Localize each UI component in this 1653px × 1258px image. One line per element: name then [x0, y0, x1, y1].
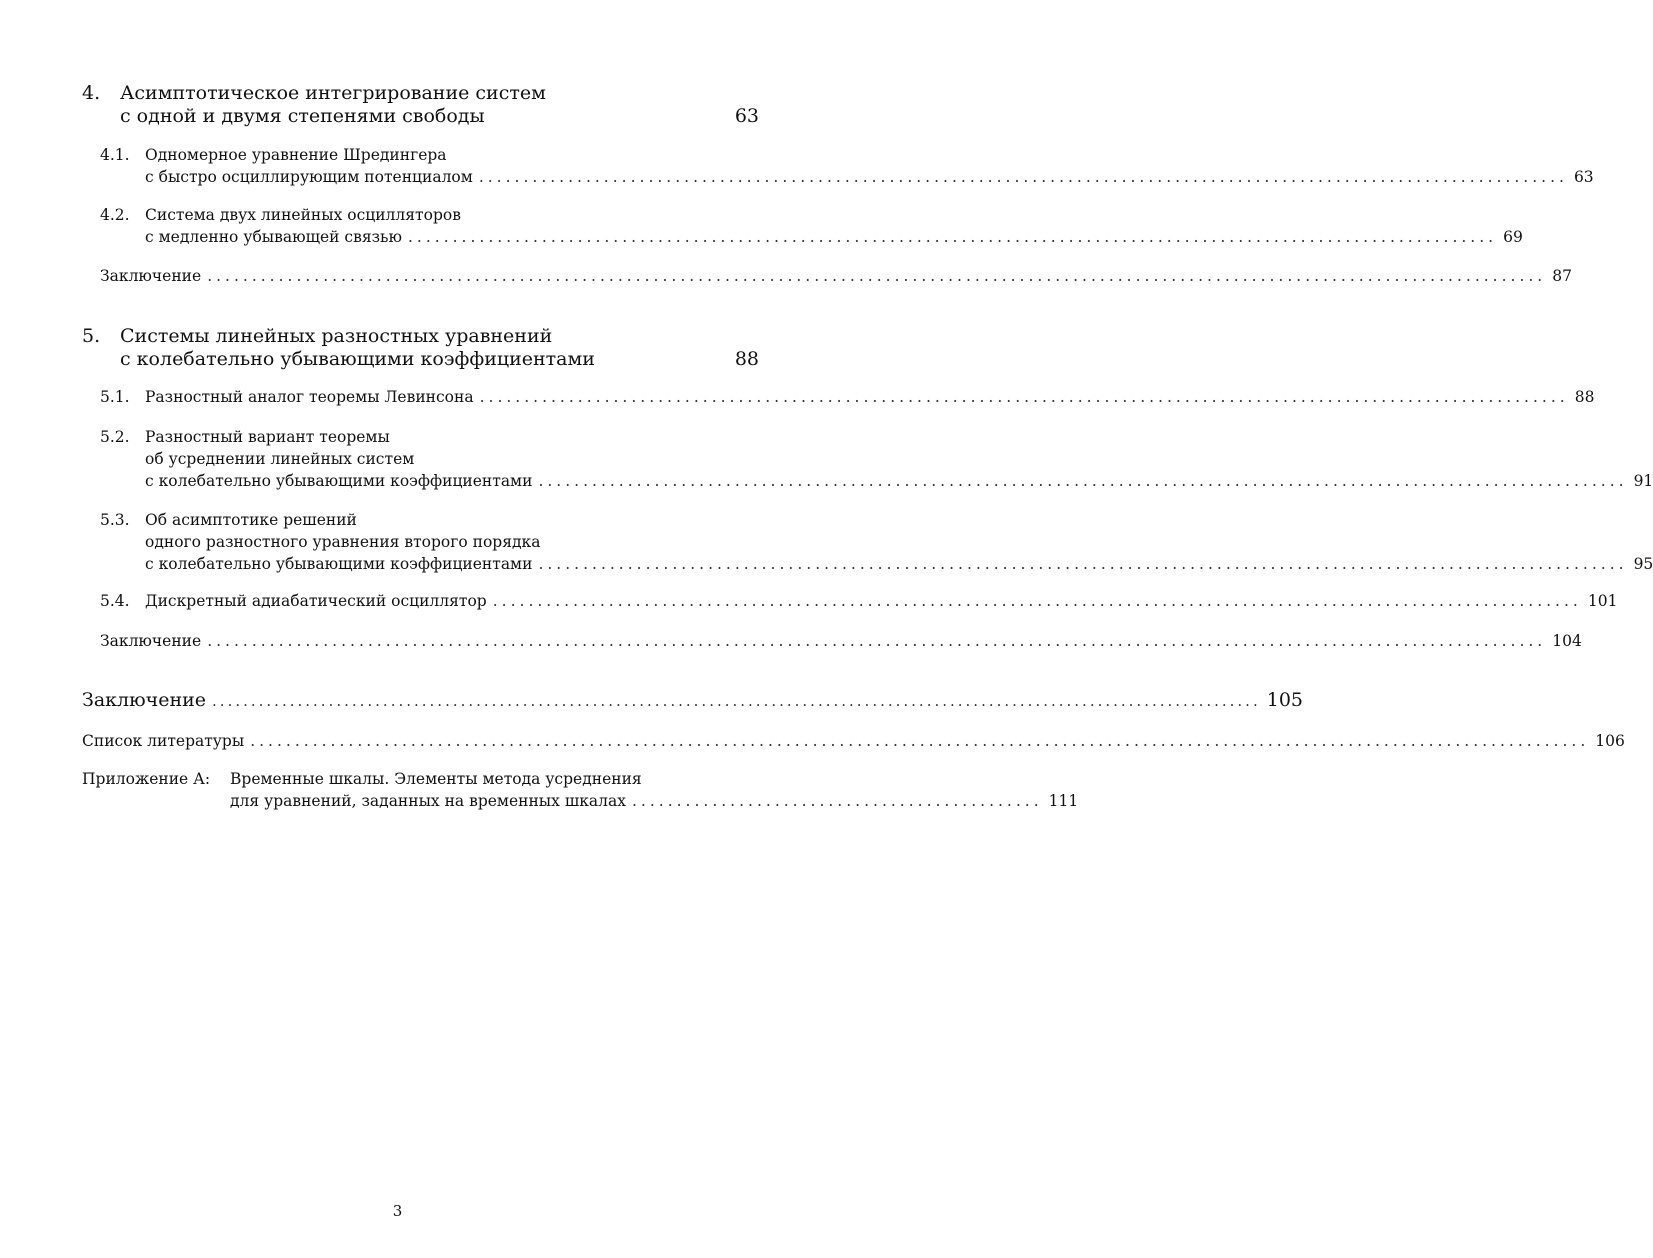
section-number: 5.1. — [100, 388, 130, 406]
dot-leader: ...................................................................................................................................................... — [207, 632, 1547, 650]
page-number: 3 — [392, 1202, 403, 1220]
section-number: 5.2. — [100, 428, 130, 446]
dot-leader: .......................................................................................................................... — [538, 472, 1628, 490]
chapter-page: 63 — [734, 105, 759, 127]
section-number: 4.1. — [100, 146, 130, 164]
section-title-line1: Разностный вариант теоремы — [145, 428, 390, 446]
dot-leader: .......................................................................................................................... — [407, 228, 1498, 246]
conclusion-label: Заключение — [100, 632, 202, 650]
appendix-label: Приложение А: — [82, 770, 211, 788]
section-number: 4.2. — [100, 206, 130, 224]
references-label: Список литературы — [82, 732, 245, 750]
appendix-title-line2: для уравнений, заданных на временных шкалах — [230, 792, 626, 810]
section-title-line3: с колебательно убывающими коэффициентами — [145, 555, 533, 573]
dot-leader: .......................................................................................................................... — [479, 388, 1569, 406]
chapter-number: 5. — [82, 325, 101, 347]
appendix-title-line1: Временные шкалы. Элементы метода усреднения — [230, 770, 642, 788]
section-title-line1: Одномерное уравнение Шредингера — [145, 146, 447, 164]
chapter-number: 4. — [82, 82, 101, 104]
dot-leader: .......................................................................................................................... — [538, 555, 1628, 573]
dot-leader: ...................................................................................................................................................... — [250, 732, 1590, 750]
references-page: 106 — [1595, 732, 1625, 750]
dot-leader: ....................................................................................................................................... — [212, 692, 1261, 710]
conclusion-page: 87 — [1552, 267, 1572, 285]
chapter-title-line1: Асимптотическое интегрирование систем — [120, 82, 546, 104]
appendix-page: 111 — [1048, 792, 1079, 810]
conclusion-label: Заключение — [100, 267, 202, 285]
section-title-line1: Разностный аналог теоремы Левинсона — [145, 388, 474, 406]
dot-leader: .......................................................................................................................... — [492, 592, 1582, 610]
section-page: 88 — [1574, 388, 1595, 406]
chapter-title-line2: с одной и двумя степенями свободы — [120, 105, 485, 127]
section-page: 63 — [1573, 168, 1594, 186]
section-title-line1: Система двух линейных осцилляторов — [145, 206, 461, 224]
section-title-line2: одного разностного уравнения второго порядка — [145, 533, 541, 551]
dot-leader: ...................................................................................................................................................... — [207, 267, 1547, 285]
section-title-line1: Об асимптотике решений — [145, 511, 357, 529]
chapter-page: 88 — [734, 348, 759, 370]
section-page: 95 — [1633, 555, 1653, 573]
final-conclusion-label: Заключение — [82, 689, 207, 711]
final-conclusion-page: 105 — [1266, 689, 1303, 711]
dot-leader: .......................................................................................................................... — [478, 168, 1568, 186]
chapter-title-line2: с колебательно убывающими коэффициентами — [120, 348, 595, 370]
section-title-line3: с колебательно убывающими коэффициентами — [145, 472, 533, 490]
dot-leader: .............................................. — [631, 792, 1043, 810]
section-number: 5.4. — [100, 592, 130, 610]
section-number: 5.3. — [100, 511, 130, 529]
section-page: 101 — [1587, 592, 1618, 610]
section-page: 69 — [1503, 228, 1523, 246]
chapter-title-line1: Системы линейных разностных уравнений — [120, 325, 553, 347]
section-title-line2: с быстро осциллирующим потенциалом — [145, 168, 473, 186]
section-title-line2: с медленно убывающей связью — [145, 228, 402, 246]
section-title-line2: об усреднении линейных систем — [145, 450, 415, 468]
section-title-line1: Дискретный адиабатический осциллятор — [145, 592, 487, 610]
section-page: 91 — [1633, 472, 1653, 490]
conclusion-page: 104 — [1552, 632, 1582, 650]
